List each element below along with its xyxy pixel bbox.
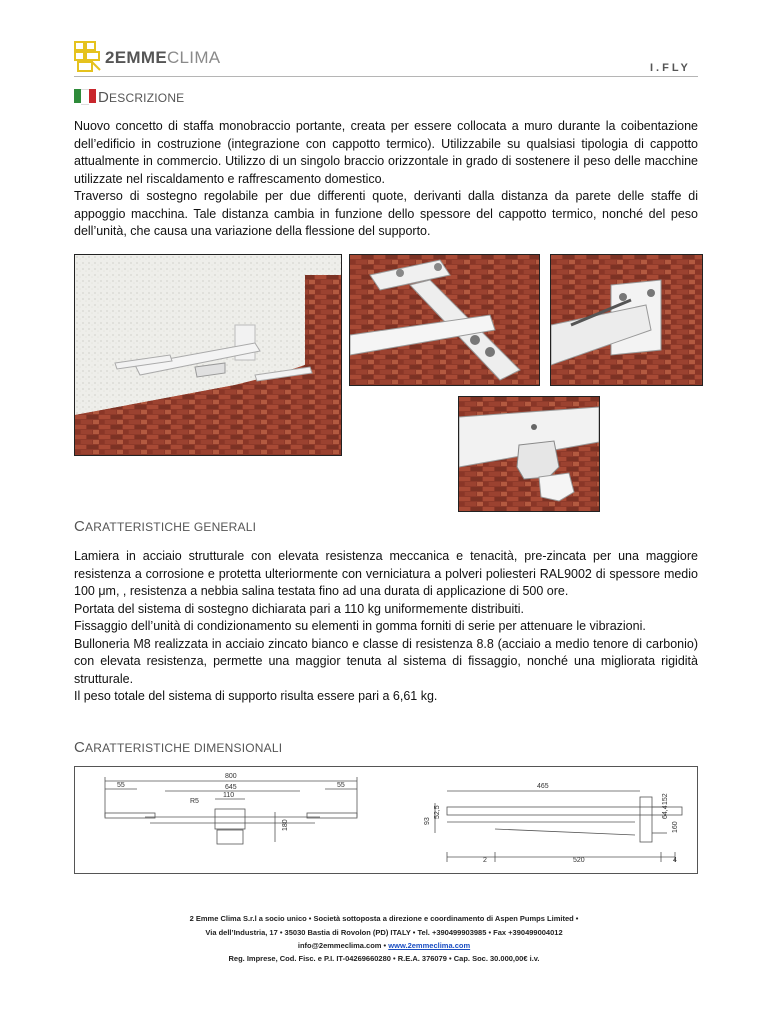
dim-label: 93 [424,817,431,825]
logo-text-bold: 2EMME [105,48,167,67]
paragraph: Il peso totale del sistema di supporto risulta essere pari a 6,61 kg. [74,689,438,703]
dim-label: 800 [225,773,237,780]
footer-address-line: Via dell’Industria, 17 • 35030 Bastia di Rovolon (PD) ITALY • Tel. +390499903985 • Fax +390499004012 [205,928,563,937]
dim-label: 55 [337,782,345,789]
dim-label: 160 [672,821,679,833]
technical-drawing [74,766,698,874]
dim-label: 465 [537,783,549,790]
logo-text-light: CLIMA [166,48,221,67]
footer-email[interactable]: info@2emmeclima.com [297,941,382,950]
company-logo-icon [74,40,102,74]
paragraph: Traverso di sostegno regolabile per due differenti quote, derivanti dalla distanza da parete delle staffe di appoggio macchina. Tale distanza cambia in funzione dello spessore del cappotto termico, nonché del peso dell’unità, che causa una variazione della flessione del supporto. [74,189,698,238]
dim-label: 152 [662,793,669,805]
footer-company-line: 2 Emme Clima S.r.l a socio unico • Società sottoposta a direzione e coordinamento di Aspen Pumps Limited • [189,914,579,923]
dim-label: 645 [225,784,237,791]
dim-label: 180 [282,819,289,831]
dim-label: 4 [673,857,677,864]
paragraph: Fissaggio dell’unità di condizionamento su elementi in gomma forniti di serie per attenuare le vibrazioni. [74,619,646,633]
header-divider [74,76,698,77]
dim-label: 64,4 [662,805,669,819]
dim-label: R5 [190,798,199,805]
paragraph: Nuovo concetto di staffa monobraccio portante, creata per essere collocata a muro durante la coibentazione dell’edificio in costruzione (integrazione con cappotto termico). Utilizzabile su qualsiasi tipologia di cappotto attualmente in commercio. Utilizzo di un singolo braccio orizzontale in grado di sostenere il peso delle macchine utilizzate nel riscaldamento e raffrescamento domestico. [74,119,698,186]
product-photo-wall-mount [74,254,342,456]
dim-label: 110 [223,792,235,799]
section-title-descrizione: DESCRIZIONE [98,89,185,106]
footer-website-link[interactable]: www.2emmeclima.com [388,941,471,950]
product-code: I.FLY [650,62,691,74]
footer-contact-line [0,941,768,950]
italian-flag-icon [74,89,96,103]
dim-label: 55 [117,782,125,789]
dim-label: 52,5 [434,805,441,819]
product-photo-rubber-support [458,396,600,512]
product-photo-wall-plate [550,254,703,386]
general-features-text [74,548,698,706]
description-text [74,118,698,241]
footer-separator: • [383,941,387,950]
company-logo-wordmark [105,48,220,68]
paragraph: Bulloneria M8 realizzata in acciaio zincato bianco e classe di resistenza 8.8 (acciaio a medio tenore di carbonio) con elevata resistenza, permette una maggior tenuta al sistema di fissaggio, nonché una migliorata rigidità strutturale. [74,636,698,686]
section-title-dimensionali: CARATTERISTICHE DIMENSIONALI [74,739,283,756]
footer-registration-line: Reg. Imprese, Cod. Fisc. e P.I. IT-04269660280 • R.E.A. 376079 • Cap. Soc. 30.000,00€ i.v. [228,954,540,963]
dim-label: 520 [573,857,585,864]
paragraph: Portata del sistema di sostegno dichiarata pari a 110 kg uniformemente distribuiti. [74,601,525,616]
dim-label: 2 [483,857,487,864]
section-title-generali: CARATTERISTICHE GENERALI [74,518,257,535]
paragraph: Lamiera in acciaio strutturale con elevata resistenza meccanica e tenacità, pre-zincata per una maggiore resistenza a corrosione e protetta ulteriormente con verniciatura a polveri poliesteri RAL9002 di spessore medio 100 μm, , resistenza a nebbia salina testata fino ad una durata di applicazione di 500 ore. [74,549,698,598]
product-photo-crossbar-detail [349,254,540,386]
